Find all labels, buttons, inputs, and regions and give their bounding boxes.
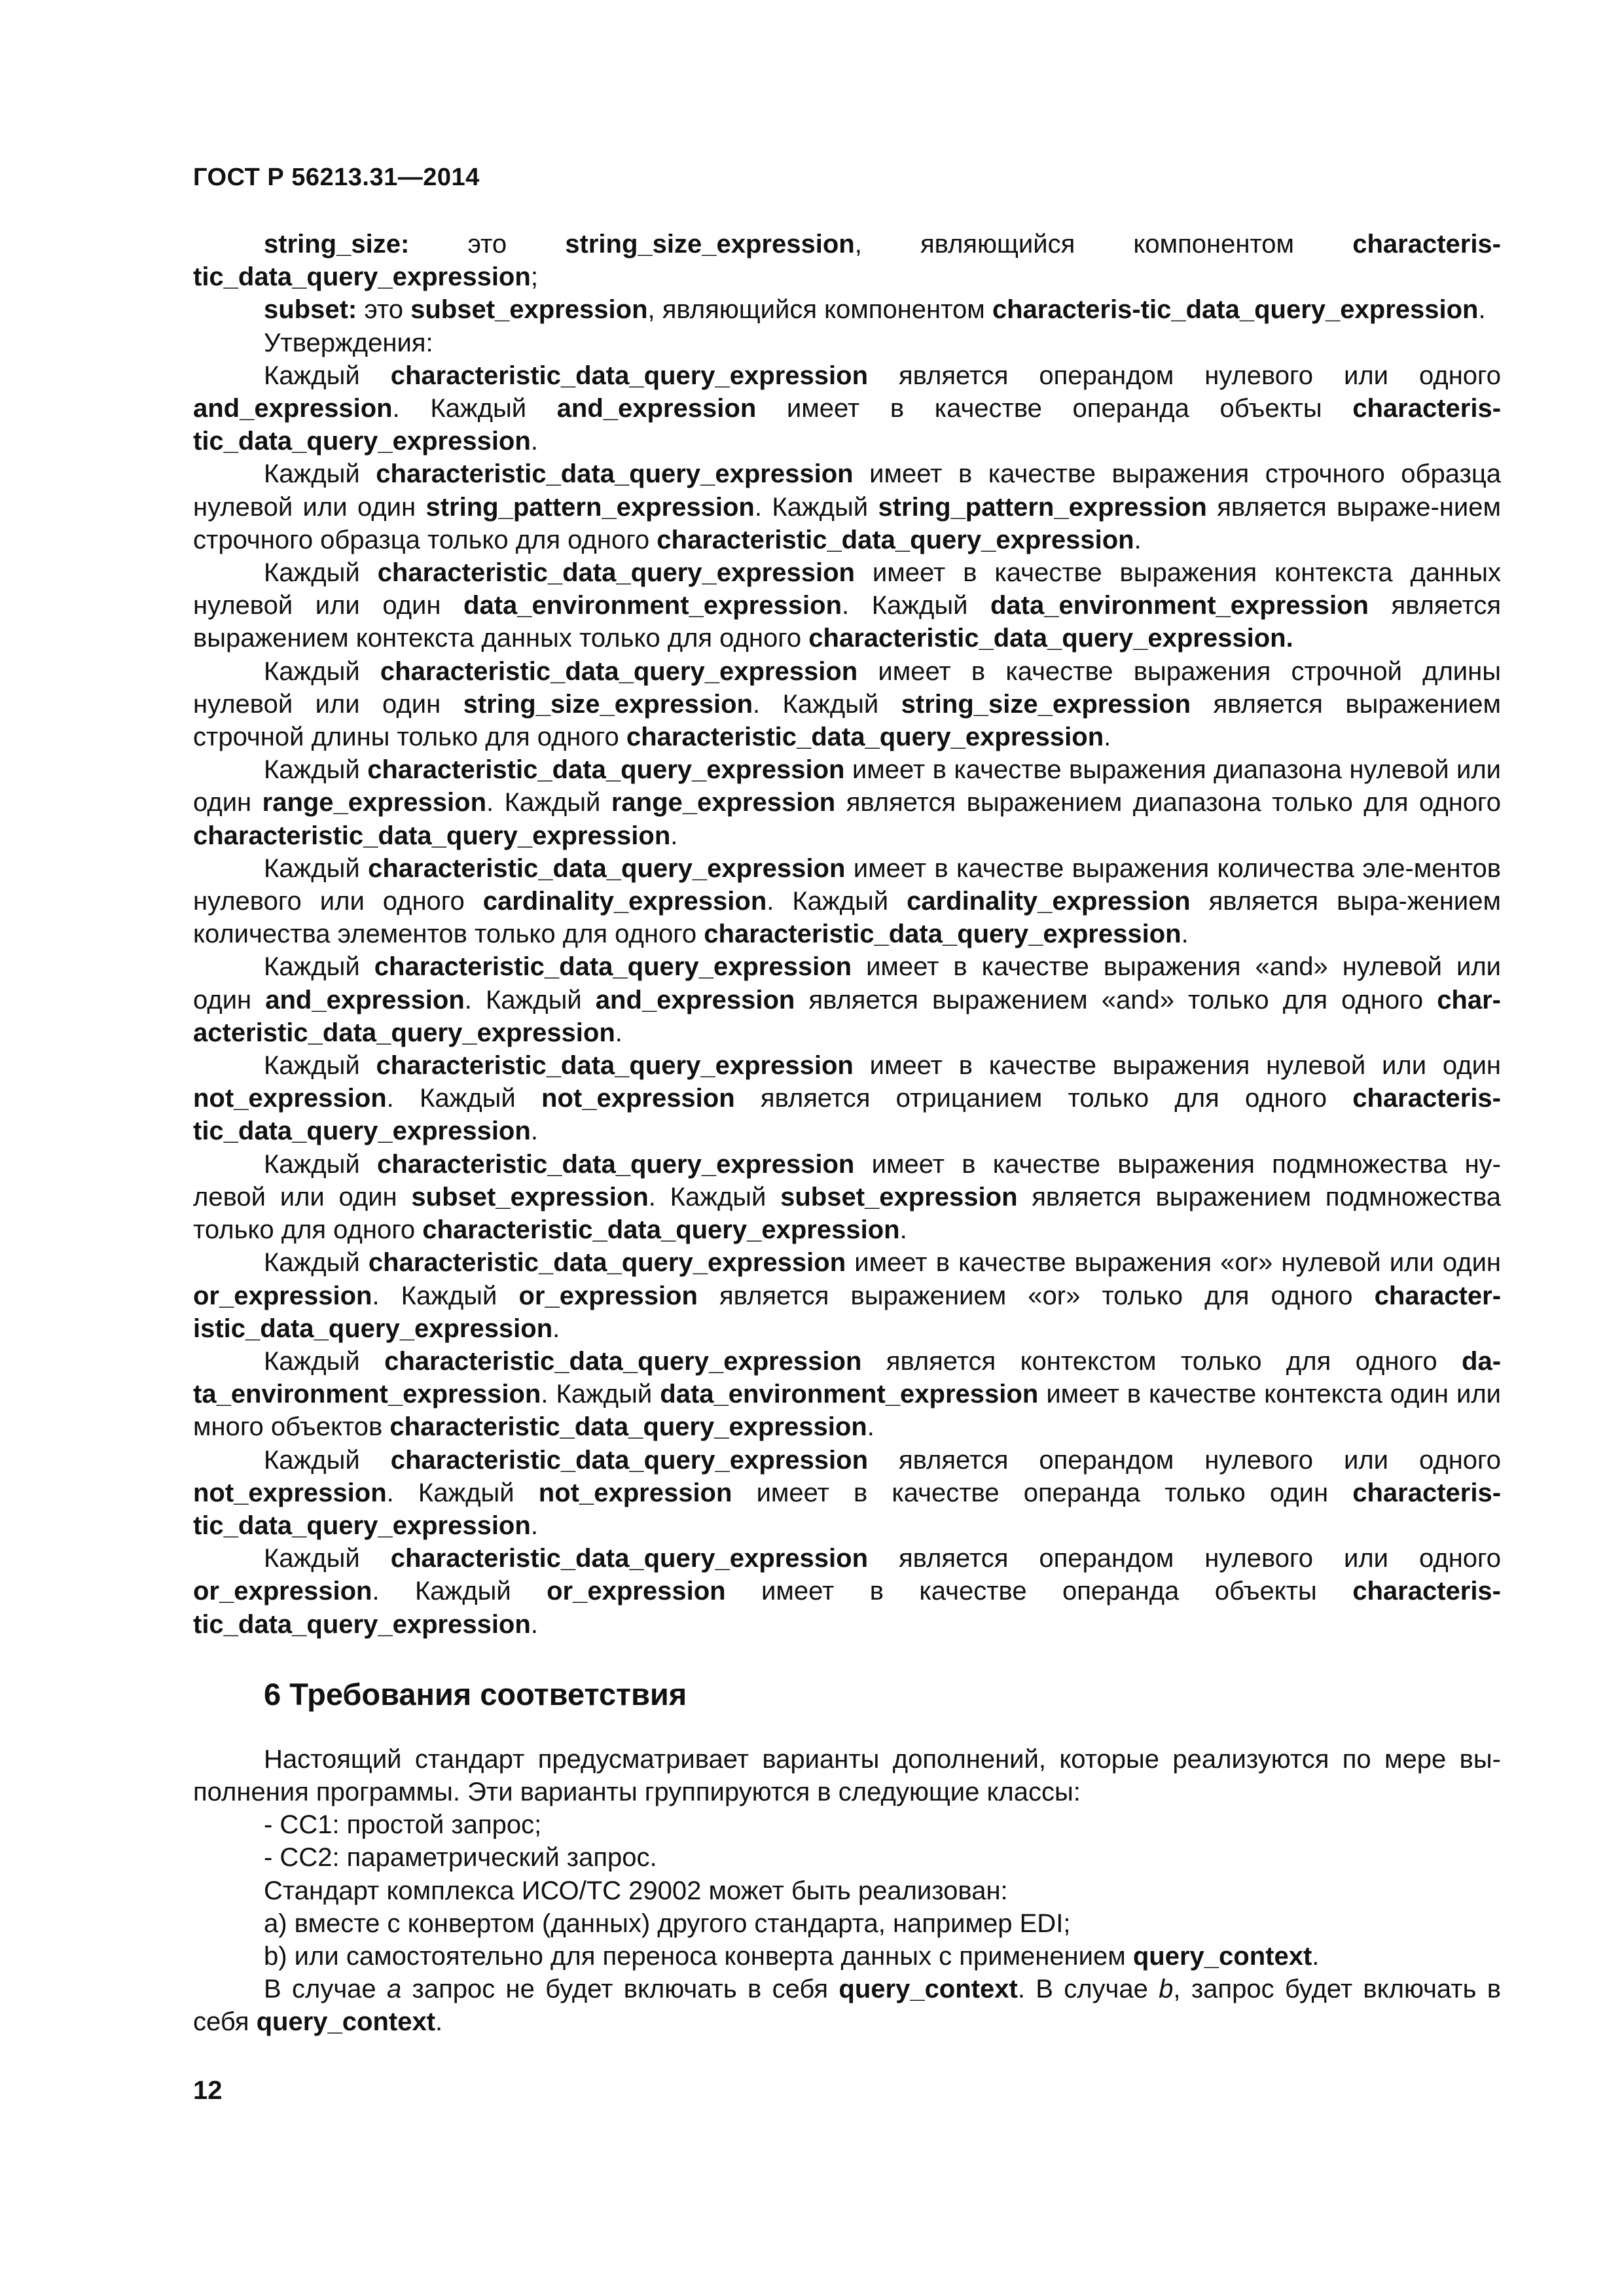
text-run: имеет в качестве операнда объекты bbox=[756, 394, 1353, 423]
paragraph bbox=[193, 1345, 1501, 1444]
text-run: имеет в качестве выражения количества эле-ментов нулевого или одного bbox=[193, 853, 1502, 916]
paragraph bbox=[193, 1542, 1501, 1641]
paragraph bbox=[193, 1444, 1501, 1543]
paragraph bbox=[193, 753, 1501, 852]
text-run: - CC1: простой запрос; bbox=[264, 1810, 542, 1840]
text-run: . Каждый bbox=[392, 394, 557, 423]
text-run: . bbox=[1104, 723, 1111, 752]
text-run: запрос не будет включать в себя bbox=[401, 1975, 839, 2004]
paragraph bbox=[193, 950, 1501, 1049]
text-run: имеет в качестве выражения строчного образца нулевой или один bbox=[193, 459, 1501, 522]
text-run: имеет в качестве выражения строчной длины нулевой или один bbox=[193, 656, 1501, 719]
bold-term: cardinality_expression bbox=[907, 887, 1191, 916]
paragraph bbox=[193, 1907, 1501, 1940]
bold-term: characteristic_data_query_expression bbox=[390, 361, 868, 390]
bold-term: string_size_expression bbox=[463, 689, 753, 719]
bold-term: string_pattern_expression bbox=[878, 492, 1207, 522]
text-run: имеет в качестве выражения подмножества ну-левой или один bbox=[193, 1149, 1501, 1211]
bold-term: and_expression bbox=[265, 985, 465, 1014]
section-body bbox=[193, 1743, 1501, 2039]
text-run: является выра-жением количества элементов только для одного bbox=[193, 887, 1501, 949]
bold-term: string_size: bbox=[264, 230, 410, 259]
paragraph bbox=[193, 293, 1501, 326]
paragraph bbox=[193, 852, 1501, 951]
text-run: является выражением «or» только для одного bbox=[697, 1281, 1375, 1310]
text-run: . bbox=[530, 427, 538, 456]
bold-term: range_expression bbox=[262, 788, 487, 817]
text-run: является операндом нулевого или одного bbox=[868, 361, 1501, 390]
paragraph bbox=[193, 1874, 1501, 1907]
page-number: 12 bbox=[193, 2076, 223, 2105]
text-run: является выражением строчной длины только для одного bbox=[193, 689, 1502, 752]
text-run: . Каждый bbox=[464, 985, 596, 1014]
bold-term: subset_expression bbox=[780, 1182, 1018, 1211]
bold-term: data_environment_expression bbox=[660, 1380, 1039, 1409]
text-run: В случае bbox=[264, 1975, 387, 2004]
bold-term: characteristic_data_query_expression bbox=[377, 558, 855, 588]
text-run: Каждый bbox=[264, 558, 378, 588]
text-run: это bbox=[357, 295, 411, 325]
paragraph bbox=[193, 1049, 1501, 1148]
section-title: 6 Требования соответствия bbox=[264, 1676, 687, 1712]
text-run: . Каждый bbox=[386, 1478, 539, 1507]
bold-term: query_context bbox=[839, 1975, 1018, 2004]
bold-term: characteris-tic_data_query_expression bbox=[193, 230, 1501, 292]
bold-term: characteristic_data_query_expression bbox=[704, 920, 1182, 949]
text-run: . bbox=[867, 1412, 875, 1442]
text-run: это bbox=[409, 230, 566, 259]
text-run: Каждый bbox=[264, 1149, 378, 1179]
bold-term: not_expression bbox=[541, 1084, 735, 1113]
paragraph bbox=[193, 655, 1501, 754]
bold-term: subset_expression bbox=[410, 295, 648, 325]
text-run: . bbox=[670, 821, 678, 850]
text-run: Настоящий стандарт предусматривает варианты дополнений, которые реализуются по мере вы-полнения программы. Эти варианты группируются в следующие классы: bbox=[193, 1744, 1501, 1806]
text-run: имеет в качестве операнда объекты bbox=[725, 1577, 1353, 1606]
bold-term: string_size_expression bbox=[565, 230, 855, 259]
text-run: Каждый bbox=[264, 952, 374, 982]
bold-term: subset: bbox=[264, 295, 357, 325]
bold-term: characteris-tic_data_query_expression bbox=[193, 1478, 1502, 1540]
paragraph bbox=[193, 1743, 1501, 1808]
bold-term: characteris-tic_data_query_expression bbox=[193, 1577, 1501, 1639]
text-run: является выраже-нием строчного образца только для одного bbox=[193, 492, 1501, 554]
text-run: . bbox=[530, 1117, 538, 1146]
text-run: является выражением контекста данных только для одного bbox=[193, 591, 1501, 653]
bold-term: or_expression bbox=[518, 1281, 698, 1310]
text-run: . Каждый bbox=[648, 1182, 781, 1211]
paragraph bbox=[193, 359, 1501, 458]
text-run: Каждый bbox=[264, 361, 391, 390]
bold-term: characteristic_data_query_expression bbox=[390, 1445, 868, 1475]
text-run: . Каждый bbox=[372, 1281, 519, 1310]
bold-term: characteristic_data_query_expression bbox=[380, 656, 858, 686]
bold-term: characteristic_data_query_expression. bbox=[808, 624, 1293, 653]
paragraph bbox=[193, 556, 1501, 655]
text-run: , запрос будет включать в себя bbox=[193, 1975, 1502, 2037]
text-run: . bbox=[899, 1215, 907, 1245]
paragraph bbox=[193, 1148, 1501, 1247]
text-run: Каждый bbox=[264, 1445, 391, 1475]
bold-term: or_expression bbox=[193, 1577, 372, 1606]
bold-term: characteristic_data_query_expression bbox=[368, 853, 846, 883]
text-run: . Каждый bbox=[486, 788, 611, 817]
paragraph bbox=[193, 1808, 1501, 1841]
paragraph bbox=[193, 327, 1501, 359]
bold-term: cardinality_expression bbox=[482, 887, 767, 916]
paragraph bbox=[193, 1841, 1501, 1874]
bold-term: not_expression bbox=[193, 1084, 387, 1113]
paragraph bbox=[193, 1973, 1501, 2038]
paragraph bbox=[193, 457, 1501, 556]
text-run: имеет в качестве выражения контекста данных нулевой или один bbox=[193, 558, 1501, 620]
text-run: a bbox=[386, 1975, 402, 2004]
bold-term: characteristic_data_query_expression bbox=[390, 1544, 868, 1573]
bold-term: string_pattern_expression bbox=[425, 492, 755, 522]
text-run: . bbox=[530, 1609, 538, 1639]
paragraph bbox=[193, 1246, 1501, 1345]
bold-term: data_environment_expression bbox=[990, 591, 1369, 620]
text-run: b) или самостоятельно для переноса конверта данных с применением bbox=[264, 1941, 1133, 1971]
page-body bbox=[193, 228, 1501, 2039]
bold-term: characteris-tic_data_query_expression bbox=[992, 295, 1479, 325]
text-run: имеет в качестве операнда только один bbox=[732, 1478, 1353, 1507]
bold-term: da-ta_environment_expression bbox=[193, 1346, 1502, 1409]
text-run: Каждый bbox=[264, 459, 376, 489]
text-run: . bbox=[1312, 1941, 1320, 1971]
text-run: имеет в качестве выражения диапазона нулевой или один bbox=[193, 755, 1501, 817]
text-run: . Каждый bbox=[767, 887, 907, 916]
text-run: . bbox=[1478, 295, 1486, 325]
text-run: . Каждый bbox=[372, 1577, 547, 1606]
text-run: имеет в качестве выражения «and» нулевой или один bbox=[193, 952, 1501, 1014]
paragraph bbox=[193, 228, 1501, 293]
bold-term: range_expression bbox=[611, 788, 836, 817]
bold-term: characteristic_data_query_expression bbox=[422, 1215, 900, 1245]
text-run: Утверждения: bbox=[264, 328, 433, 357]
text-run: . bbox=[615, 1018, 623, 1047]
bold-term: data_environment_expression bbox=[463, 591, 842, 620]
text-run: . В случае bbox=[1017, 1975, 1159, 2004]
text-run: . Каждый bbox=[386, 1084, 542, 1113]
bold-term: or_expression bbox=[547, 1577, 726, 1606]
bold-term: query_context bbox=[256, 2007, 436, 2037]
text-run: имеет в качестве выражения «or» нулевой или один bbox=[846, 1248, 1501, 1278]
text-run: , являющийся компонентом bbox=[647, 295, 992, 325]
text-run: , являющийся компонентом bbox=[854, 230, 1353, 259]
text-run: Стандарт комплекса ИСО/ТС 29002 может быть реализован: bbox=[264, 1876, 1008, 1905]
paragraph bbox=[193, 1940, 1501, 1973]
text-run: . Каждый bbox=[541, 1380, 660, 1409]
bold-term: characteristic_data_query_expression bbox=[377, 1149, 855, 1179]
text-run: . bbox=[1134, 525, 1142, 554]
bold-term: characteristic_data_query_expression bbox=[626, 723, 1104, 752]
bold-term: or_expression bbox=[193, 1281, 372, 1310]
bold-term: characteristic_data_query_expression bbox=[376, 1051, 854, 1081]
bold-term: char-acteristic_data_query_expression bbox=[193, 985, 1501, 1047]
bold-term: characteristic_data_query_expression bbox=[376, 459, 854, 489]
bold-term: and_expression bbox=[595, 985, 795, 1014]
document-header: ГОСТ Р 56213.31—2014 bbox=[193, 164, 480, 191]
text-run: является операндом нулевого или одного bbox=[868, 1544, 1501, 1573]
text-run: . Каждый bbox=[842, 591, 990, 620]
bold-term: string_size_expression bbox=[901, 689, 1191, 719]
text-run: является операндом нулевого или одного bbox=[868, 1445, 1501, 1475]
text-run: Каждый bbox=[264, 1051, 376, 1081]
bold-term: characteristic_data_query_expression bbox=[367, 755, 845, 785]
bold-term: not_expression bbox=[193, 1478, 387, 1507]
bold-term: characteristic_data_query_expression bbox=[384, 1346, 862, 1376]
bold-term: character-istic_data_query_expression bbox=[193, 1281, 1502, 1343]
text-run: является выражением подмножества только для одного bbox=[193, 1182, 1501, 1245]
text-run: Каждый bbox=[264, 1544, 391, 1573]
text-run: ; bbox=[530, 262, 538, 292]
bold-term: characteristic_data_query_expression bbox=[374, 952, 852, 982]
definitions-block bbox=[193, 228, 1501, 1641]
text-run: является контекстом только для одного bbox=[861, 1346, 1462, 1376]
text-run: . Каждый bbox=[753, 689, 901, 719]
text-run: является выражением «and» только для одного bbox=[795, 985, 1437, 1014]
bold-term: characteris-tic_data_query_expression bbox=[193, 1084, 1501, 1146]
text-run: . bbox=[552, 1314, 560, 1343]
text-run: . bbox=[1181, 920, 1189, 949]
bold-term: subset_expression bbox=[411, 1182, 649, 1211]
text-run: Каждый bbox=[264, 1248, 369, 1278]
bold-term: not_expression bbox=[538, 1478, 732, 1507]
text-run: . bbox=[435, 2007, 443, 2037]
text-run: имеет в качестве контекста один или много объектов bbox=[193, 1380, 1502, 1442]
text-run: a) вместе с конвертом (данных) другого стандарта, например EDI; bbox=[264, 1909, 1071, 1938]
text-run: Каждый bbox=[264, 656, 380, 686]
text-run: . Каждый bbox=[754, 492, 878, 522]
bold-term: characteristic_data_query_expression bbox=[389, 1412, 867, 1442]
text-run: Каждый bbox=[264, 1346, 385, 1376]
text-run: - CC2: параметрический запрос. bbox=[264, 1843, 657, 1873]
bold-term: and_expression bbox=[556, 394, 757, 423]
bold-term: characteristic_data_query_expression bbox=[193, 821, 671, 850]
text-run: b bbox=[1159, 1975, 1174, 2004]
bold-term: characteristic_data_query_expression bbox=[368, 1248, 846, 1278]
bold-term: and_expression bbox=[193, 394, 393, 423]
text-run: . bbox=[530, 1511, 538, 1540]
bold-term: characteristic_data_query_expression bbox=[657, 525, 1134, 554]
text-run: является выражением диапазона только для одного bbox=[835, 788, 1502, 817]
text-run: имеет в качестве выражения нулевой или один bbox=[853, 1051, 1502, 1081]
text-run: является отрицанием только для одного bbox=[734, 1084, 1353, 1113]
bold-term: query_context bbox=[1132, 1941, 1312, 1971]
text-run: Каждый bbox=[264, 755, 368, 785]
text-run: Каждый bbox=[264, 853, 369, 883]
bold-term: characteris-tic_data_query_expression bbox=[193, 394, 1502, 456]
